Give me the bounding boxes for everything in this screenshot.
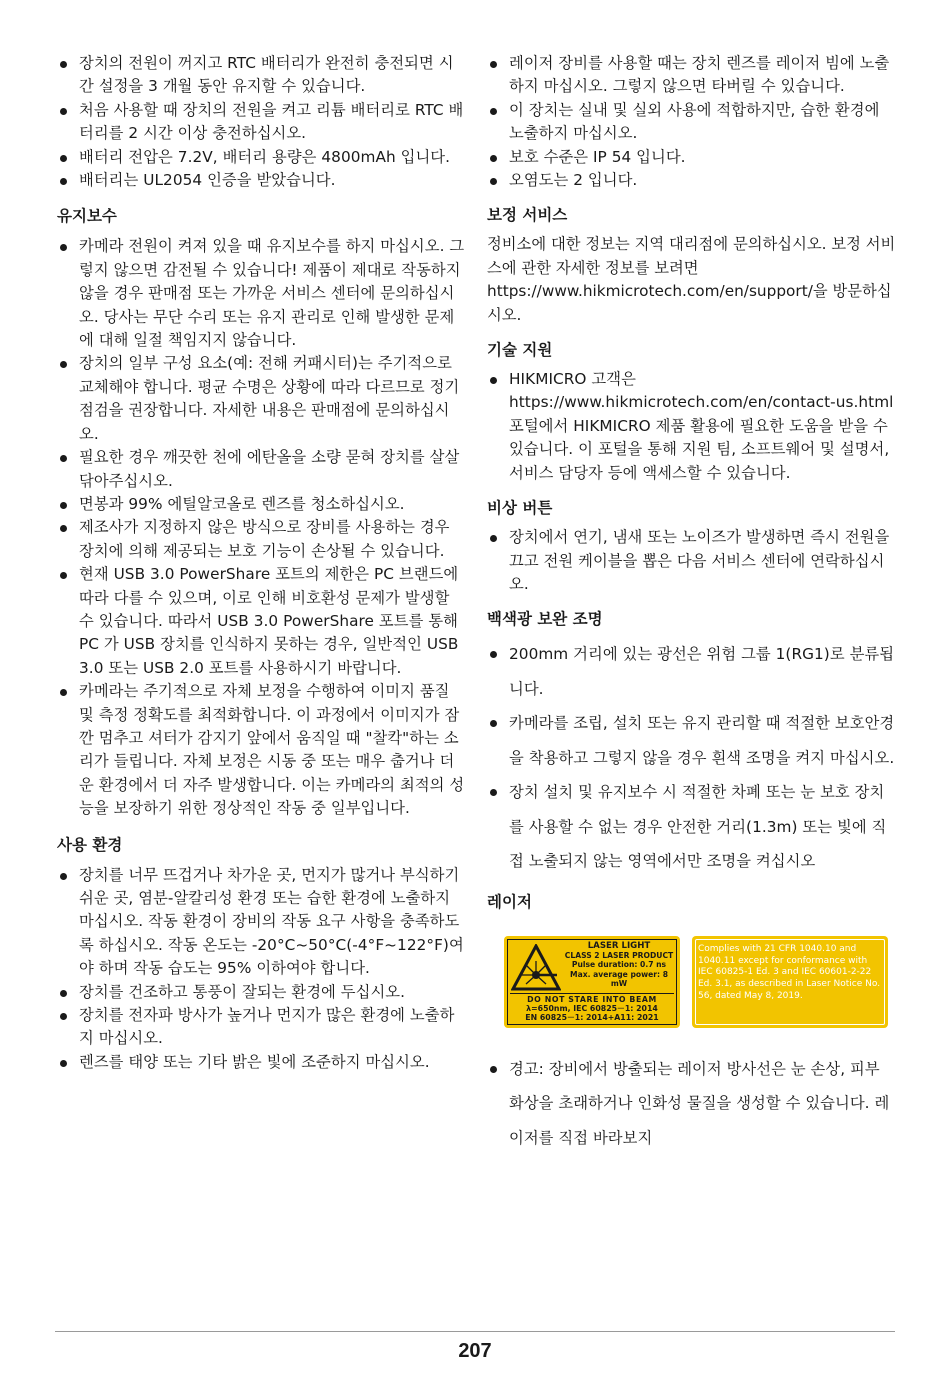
list-item: 경고: 장비에서 방출되는 레이저 방사선은 눈 손상, 피부 화상을 초래하거나 인화성 물질을 생성할 수 있습니다. 레이저를 직접 바라보지 — [487, 1052, 897, 1156]
list-item: 현재 USB 3.0 PowerShare 포트의 제한은 PC 브랜드에 따라 다를 수 있으며, 이로 인해 비호환성 문제가 발생할 수 있습니다. 따라서 USB 3.0 PowerShare 포트를 통해 PC 가 USB 장치를 인식하지 못하는 경우, 일반적인 USB 3.0 또는 USB 2.0 포트를 사용하시기 바랍니다. — [57, 563, 467, 680]
list-item: HIKMICRO 고객은 https://www.hikmicrotech.com/en/contact-us.html 포털에서 HIKMICRO 제품 활용에 필요한 도움을 받을 수 있습니다. 이 포털을 통해 지원 팀, 소프트웨어 및 설명서, 서비스 담당자 등에 액세스할 수 있습니다. — [487, 368, 897, 485]
list-item: 배터리는 UL2054 인증을 받았습니다. — [57, 169, 467, 192]
support-list — [487, 368, 897, 485]
list-item: 레이저 장비를 사용할 때는 장치 렌즈를 레이저 빔에 노출하지 마십시오. 그렇지 않으면 타버릴 수 있습니다. — [487, 52, 897, 99]
list-item: 이 장치는 실내 및 실외 사용에 적합하지만, 습한 환경에 노출하지 마십시오. — [487, 99, 897, 146]
compliance-label — [692, 936, 888, 1028]
laser-labels — [504, 936, 897, 1028]
list-item: 장치의 일부 구성 요소(예: 전해 커패시터)는 주기적으로 교체해야 합니다. 평균 수명은 상황에 따라 다르므로 정기 점검을 권장합니다. 자세한 내용은 판매점에 문의하십시오. — [57, 352, 467, 446]
right-column — [487, 52, 897, 1155]
laser-label-line5: DO NOT STARE INTO BEAM — [510, 993, 674, 1004]
emergency-list — [487, 526, 897, 596]
list-item: 200mm 거리에 있는 광선은 위험 그룹 1(RG1)로 분류됩니다. — [487, 637, 897, 706]
list-item: 배터리 전압은 7.2V, 배터리 용량은 4800mAh 입니다. — [57, 146, 467, 169]
list-item: 필요한 경우 깨끗한 천에 에탄올을 소량 묻혀 장치를 살살 닦아주십시오. — [57, 446, 467, 493]
list-item: 처음 사용할 때 장치의 전원을 켜고 리튬 배터리로 RTC 배터리를 2 시간 이상 충전하십시오. — [57, 99, 467, 146]
page-number: 207 — [458, 1340, 492, 1362]
laser-label-line2: CLASS 2 LASER PRODUCT — [564, 951, 674, 961]
environment-list — [57, 864, 467, 1075]
calibration-heading: 보정 서비스 — [487, 206, 568, 225]
list-item: 제조사가 지정하지 않은 방식으로 장비를 사용하는 경우 장치에 의해 제공되는 보호 기능이 손상될 수 있습니다. — [57, 516, 467, 563]
list-item: 장치를 너무 뜨겁거나 차가운 곳, 먼지가 많거나 부식하기 쉬운 곳, 염분-알칼리성 환경 또는 습한 환경에 노출하지 마십시오. 작동 환경이 장비의 작동 요구 사항을 충족하도록 하십시오. 작동 온도는 -20°C~50°C(-4°F~122°F)여야 하며 작동 습도는 95% 이하여야 합니다. — [57, 864, 467, 981]
list-item: 카메라 전원이 켜져 있을 때 유지보수를 하지 마십시오. 그렇지 않으면 감전될 수 있습니다! 제품이 제대로 작동하지 않을 경우 판매점 또는 가까운 서비스 센터에 문의하십시오. 당사는 무단 수리 또는 유지 관리로 인해 발생한 문제에 대해 일절 책임지지 않습니다. — [57, 235, 467, 352]
calibration-text: 정비소에 대한 정보는 지역 대리점에 문의하십시오. 보정 서비스에 관한 자세한 정보를 보려면 https://www.hikmicrotech.com/en/support/을 방문하십시오. — [487, 235, 896, 324]
list-item: 카메라는 주기적으로 자체 보정을 수행하여 이미지 품질 및 측정 정확도를 최적화합니다. 이 과정에서 이미지가 잠깐 멈추고 셔터가 감지기 앞에서 움직일 때 "찰칵"하는 소리가 들립니다. 자체 보정은 시동 중 또는 매우 춥거나 더운 환경에서 더 자주 발생합니다. 이는 카메라의 최적의 성능을 보장하기 위한 정상적인 작동 중 일부입니다. — [57, 680, 467, 820]
list-item: 카메라를 조립, 설치 또는 유지 관리할 때 적절한 보호안경을 착용하고 그렇지 않을 경우 흰색 조명을 켜지 마십시오. — [487, 706, 897, 775]
list-item: 장치의 전원이 꺼지고 RTC 배터리가 완전히 충전되면 시간 설정을 3 개월 동안 유지할 수 있습니다. — [57, 52, 467, 99]
left-column — [57, 52, 467, 1074]
laser-warning-list — [487, 1052, 897, 1156]
illuminator-list — [487, 637, 897, 879]
footer-divider — [55, 1331, 895, 1332]
laser-warning-icon — [511, 944, 561, 992]
list-item: 보호 수준은 IP 54 입니다. — [487, 146, 897, 169]
maintenance-heading: 유지보수 — [57, 207, 117, 226]
list-item: 오염도는 2 입니다. — [487, 169, 897, 192]
laser-label-line7: EN 60825－1: 2014+A11: 2021 — [525, 1012, 659, 1022]
list-item: 장치를 전자파 방사가 높거나 먼지가 많은 환경에 노출하지 마십시오. — [57, 1004, 467, 1051]
laser-heading: 레이저 — [487, 892, 532, 911]
maintenance-list — [57, 235, 467, 820]
list-item: 장치를 건조하고 통풍이 잘되는 환경에 두십시오. — [57, 981, 467, 1004]
laser-warning-label — [504, 936, 680, 1028]
list-item: 렌즈를 태양 또는 기타 밝은 빛에 조준하지 마십시오. — [57, 1051, 467, 1074]
environment-heading: 사용 환경 — [57, 835, 123, 854]
compliance-text: Complies with 21 CFR 1040.10 and 1040.11 except for conformance with IEC 60825-1 Ed. 3 and IEC 60601-2-22 Ed. 3.1, as described in Laser Notice No. 56, dated May 8, 2019. — [698, 943, 881, 1001]
illuminator-heading: 백색광 보완 조명 — [487, 610, 603, 629]
laser-label-line1: LASER LIGHT — [587, 940, 651, 951]
emergency-heading: 비상 버튼 — [487, 499, 553, 518]
environment-list-continued — [487, 52, 897, 192]
support-heading: 기술 지원 — [487, 341, 553, 360]
list-item: 장치에서 연기, 냄새 또는 노이즈가 발생하면 즉시 전원을 끄고 전원 케이블을 뽑은 다음 서비스 센터에 연락하십시오. — [487, 526, 897, 596]
list-item: 면봉과 99% 에틸알코올로 렌즈를 청소하십시오. — [57, 493, 467, 516]
battery-list — [57, 52, 467, 192]
laser-label-line3: Pulse duration: 0.7 ns — [571, 960, 667, 970]
laser-label-line6: λ=650nm, IEC 60825－1: 2014 — [526, 1003, 658, 1013]
laser-label-line4: Max. average power: 8 mW — [570, 969, 668, 988]
list-item: 장치 설치 및 유지보수 시 적절한 차폐 또는 눈 보호 장치를 사용할 수 없는 경우 안전한 거리(1.3m) 또는 빛에 직접 노출되지 않는 영역에서만 조명을 켜십시오 — [487, 775, 897, 879]
